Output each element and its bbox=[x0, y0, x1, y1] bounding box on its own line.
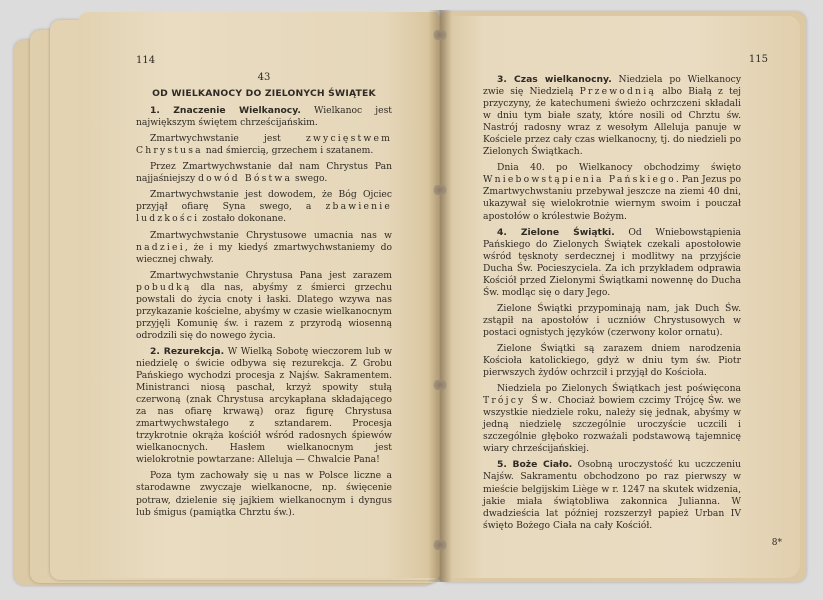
paragraph: Zmartwychwstanie jest zwycięstwem Chrystusa nad śmiercią, grzechem i szatanem. bbox=[136, 133, 392, 157]
paragraph: Zmartwychwstanie jest dowodem, że Bóg Ojciec przyjął ofiarę Syna swego, a zbawienie ludzkości zostało dokonane. bbox=[136, 189, 392, 225]
spaced-emphasis: Wniebowstąpienia Pańskiego bbox=[483, 174, 676, 186]
section-heading: 2. Rezurekcja. bbox=[150, 345, 225, 357]
spaced-emphasis: dowód Bóstwa bbox=[198, 173, 293, 185]
spaced-emphasis: pobudką bbox=[136, 281, 192, 293]
spaced-emphasis: zwycięstwem Chrystusa bbox=[136, 133, 392, 157]
section-paragraph: 3. Czas wielkanocny. Niedziela po Wielkanocy zwie się Niedzielą Przewodnią albo Białą z tej przyczyny, że katechumeni świeżo ochrzczeni składali w dniu tym białe szaty, które nosili od Chrztu św. Nastrój radosny wraz z wesołym Alleluja panuje w Kościele przez cały czas wielkanocny, tj. do niedzieli po Zielonych Świątkach. bbox=[483, 74, 742, 158]
paragraph: Przez Zmartwychwstanie dał nam Chrystus Pan najjaśniejszy dowód Bóstwa swego. bbox=[136, 161, 392, 185]
paragraph: Niedziela po Zielonych Świątkach jest poświęcona Trójcy Św. Chociaż bowiem czcimy Trójcę Św. we wszystkie niedziele roku, należy się jednak, abyśmy w jedną niedzielę szczególnie uroczyście uczcili i szczególnie głęboko rozważali podstawową tajemnicę wiary chrześcijańskiej. bbox=[483, 383, 741, 455]
signature-mark: 8* bbox=[771, 538, 782, 548]
paragraph: Poza tym zachowały się u nas w Polsce liczne a starodawne zwyczaje wielkanocne, np. święcenie potraw, dzielenie się jajkiem wielkanocnym i dyngus lub śmigus (pamiątka Chrztu św.). bbox=[136, 470, 392, 518]
right-page bbox=[440, 16, 800, 578]
section-paragraph: 1. Znaczenie Wielkanocy. Wielkanoc jest największym świętem chrześcijańskim. bbox=[136, 105, 392, 129]
page-number: 115 bbox=[748, 54, 768, 65]
paragraph: Dnia 40. po Wielkanocy obchodzimy święto Wniebowstąpienia Pańskiego. Pan Jezus po Zmartwychwstaniu przebywał jeszcze na ziemi 40 dni, ukazywał się wielokrotnie wiernym swoim i pouczał apostołów o królestwie Bożym. bbox=[483, 162, 741, 222]
left-page bbox=[78, 12, 438, 578]
paragraph: Zielone Świątki są zarazem dniem narodzenia Kościoła katolickiego, gdyż w dniu tym św. Piotr pierwszych żydów ochrzcił i przyjął do Kościoła. bbox=[483, 342, 741, 379]
spaced-emphasis: Trójcy Św. bbox=[483, 395, 555, 407]
section-heading: 4. Zielone Świątki. bbox=[497, 226, 615, 238]
spaced-emphasis: nadziei bbox=[136, 241, 185, 253]
book-gutter bbox=[428, 10, 452, 582]
left-page-text bbox=[136, 72, 392, 523]
section-heading: 5. Boże Ciało. bbox=[497, 459, 573, 471]
spaced-emphasis: Przewodnią bbox=[579, 86, 657, 98]
section-paragraph: 2. Rezurekcja. W Wielką Sobotę wieczorem lub w niedzielę o świcie odbywa się rezurekcja. Z Grobu Pańskiego wychodzi procesja z Najśw. Sakramentem. Ministranci niosą paschał, krzyż spowity stułą czerwoną (znak Chrystusa arcykapłana składającego za nas ofiarę krwawą) oraz figurę Chrystusa zmartwychwstałego z sztandarem. Procesja trzykrotnie okrąża kościół wśród radosnych śpiewów wielkanocnych. Hasłem wielkanocnym jest wielokrotnie powtarzane: Alleluja — Chwalcie Pana! bbox=[136, 345, 392, 466]
right-page-text bbox=[483, 74, 741, 536]
paragraph: Zielone Świątki przypominają nam, jak Duch Św. zstąpił na apostołów i uczniów Chrystusowych w postaci ognistych języków (czerwony kolor ornatu). bbox=[483, 302, 741, 338]
section-heading: 1. Znaczenie Wielkanocy. bbox=[150, 105, 301, 117]
staple-hole bbox=[432, 380, 448, 390]
staple-hole bbox=[432, 185, 448, 195]
spaced-emphasis: zbawienie ludzkości bbox=[136, 201, 392, 225]
lesson-number: 43 bbox=[257, 72, 271, 83]
chapter-title: OD WIELKANOCY DO ZIELONYCH ŚWIĄTEK bbox=[152, 88, 376, 100]
staple-hole bbox=[432, 30, 448, 40]
section-paragraph: 4. Zielone Świątki. Od Wniebowstąpienia Pańskiego do Zielonych Świątek czekali apostołowie wśród tęsknoty serdecznej i modlitwy na przyjście Ducha Św. Pocieszyciela. Za ich przykładem odprawia Kościół przed Zielonymi Świątkami nowennę do Ducha Św. modląc się o dary Jego. bbox=[483, 226, 741, 298]
section-heading: 3. Czas wielkanocny. bbox=[497, 74, 612, 85]
staple-hole bbox=[432, 540, 448, 550]
page-number: 114 bbox=[136, 55, 156, 66]
paragraph: Zmartwychwstanie Chrystusowe umacnia nas w nadziei, że i my kiedyś zmartwychwstaniemy do wiecznej chwały. bbox=[136, 229, 392, 265]
section-paragraph: 5. Boże Ciało. Osobną uroczystość ku uczczeniu Najśw. Sakramentu obchodzono po raz pierwszy w mieście belgijskim Liège w r. 1247 na skutek widzenia, jakie miała świątobliwa zakonnica Julianna. W dwadzieścia lat później rozszerzył papież Urban IV święto Bożego Ciała na cały Kościół. bbox=[483, 459, 741, 531]
paragraph: Zmartwychwstanie Chrystusa Pana jest zarazem pobudką dla nas, abyśmy z śmierci grzechu powstali do życia cnoty i łaski. Dlatego wzywa nas przykazanie kościelne, abyśmy w czasie wielkanocnym przyjęli Komunię św. i razem z przyrodą wiosenną odrodzili się do nowego życia. bbox=[136, 269, 392, 341]
